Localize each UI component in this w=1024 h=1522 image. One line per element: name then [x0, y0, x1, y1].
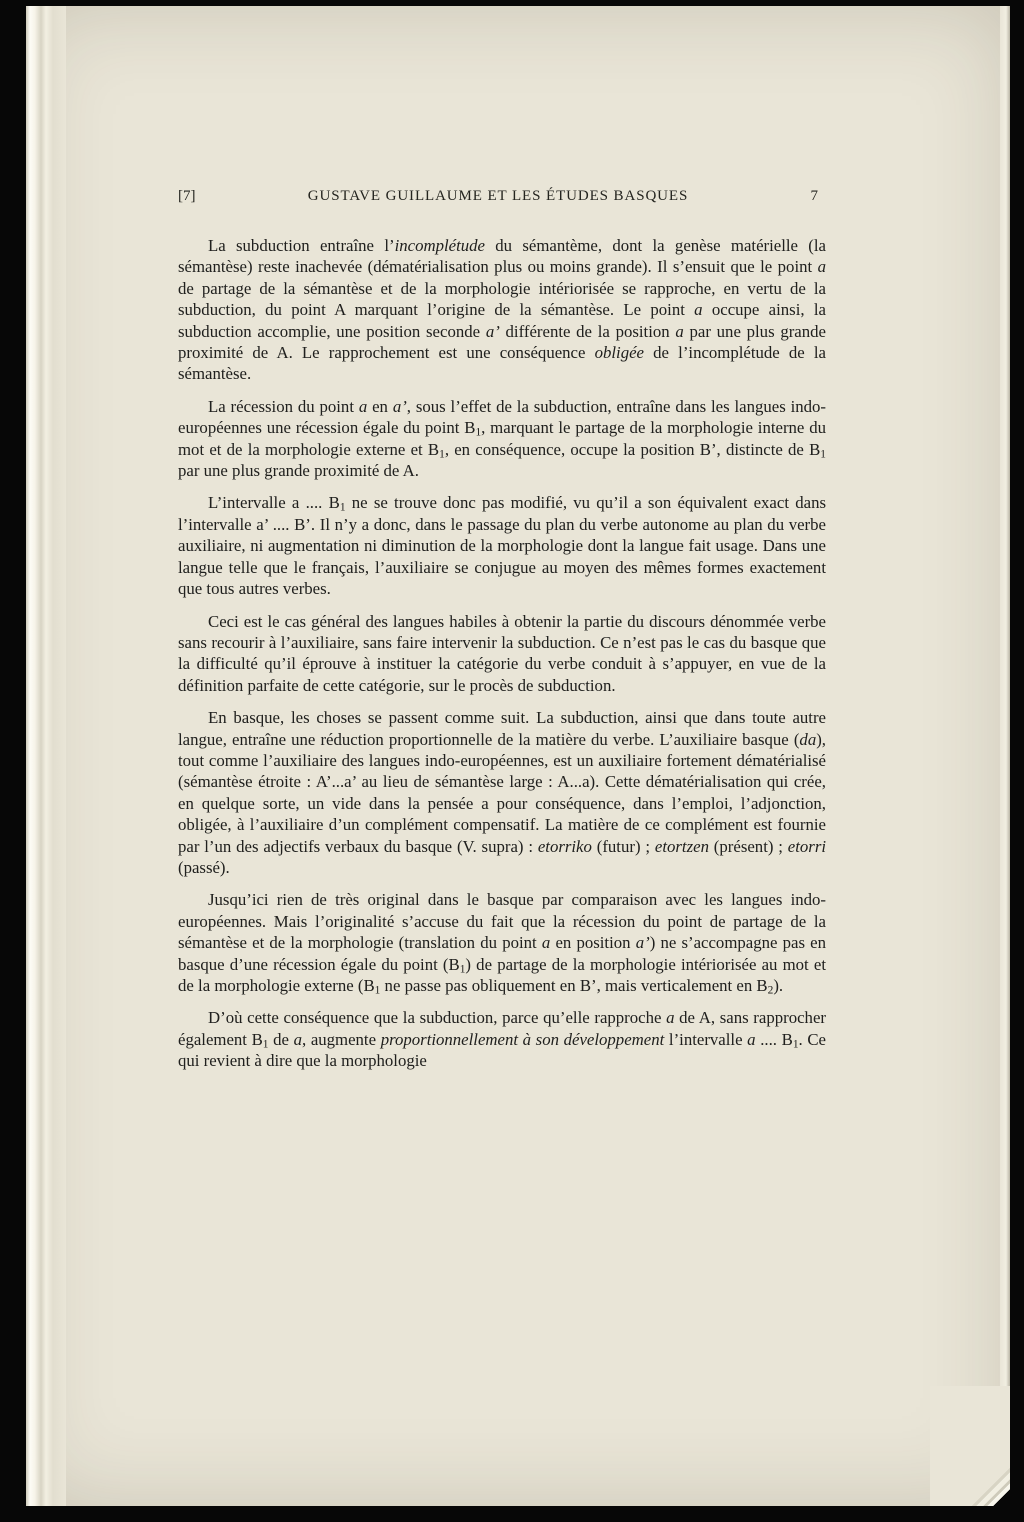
paragraph: Jusqu’ici rien de très original dans le basque par comparaison avec les langues indo-européennes. Mais l’originalité s’accuse du fait que la récession du point de partage de la sémantèse et de la morphologie (translation du point a en position a’) ne s’accompagne pas en basque d’une récession égale du point $(B_1)$ de partage de la morphologie intériorisée au mot et de la morphologie externe ($B_1$ ne passe pas obliquement en B’, mais verticalement en $B_2$).	[178, 890, 826, 997]
folio-bracket-number: [7]	[178, 188, 196, 204]
book-page	[26, 6, 1010, 1506]
page-edge-left	[26, 6, 66, 1506]
paragraph: En basque, les choses se passent comme suit. La subduction, ainsi que dans toute autre langue, entraîne une réduction proportionnelle de la matière du verbe. L’auxiliaire basque (da), tout comme l’auxiliaire des langues indo-européennes, est un auxiliaire fortement dématérialisé (sémantèse étroite : A’...a’ au lieu de sémantèse large : A...a). Cette dématérialisation qui crée, en quelque sorte, un vide dans la pensée a pour conséquence, dans l’emploi, l’adjonction, obligée, à l’auxiliaire d’un complément compensatif. La matière de ce complément est fournie par l’un des adjectifs verbaux du basque (V. supra) : etorriko (futur) ; etortzen (présent) ; etorri (passé).	[178, 708, 827, 877]
paragraph: Ceci est le cas général des langues habiles à obtenir la partie du discours dénommée verbe sans recourir à l’auxiliaire, sans faire intervenir la subduction. Ce n’est pas le cas du basque que la difficulté qu’il éprouve à instituer la catégorie du verbe conduit à s’appuyer, en vue de la définition parfaite de cette catégorie, sur le procès de subduction.	[178, 611, 826, 695]
body-text	[178, 235, 826, 1072]
page-content	[178, 188, 826, 1083]
running-header	[178, 188, 826, 205]
paragraph: La récession du point a en a’, sous l’effet de la subduction, entraîne dans les langues indo-européennes une récession égale du point $B_1$, marquant le partage de la morphologie interne du mot et de la morphologie externe et $B_1$, en conséquence, occupe la position B’, distincte de $B_1$ par une plus grande proximité de A.	[178, 396, 827, 481]
paragraph: D’où cette conséquence que la subduction, parce qu’elle rapproche a de A, sans rapprocher également $B_1$ de a, augmente proportionnellement à son développement l’intervalle a .... $B_1$. Ce qui revient à dire que la morphologie	[178, 1008, 826, 1071]
page-corner-stack	[930, 1386, 1010, 1506]
page-number: 7	[810, 188, 818, 204]
running-title: GUSTAVE GUILLAUME ET LES ÉTUDES BASQUES	[307, 188, 689, 204]
page-edge-right	[1000, 6, 1010, 1506]
paragraph: L’intervalle a .... $B_1$ ne se trouve donc pas modifié, vu qu’il a son équivalent exact dans l’intervalle a’ .... B’. Il n’y a donc, dans le passage du plan du verbe autonome au plan du verbe auxiliaire, ni augmentation ni diminution de la morphologie dont la langue fait usage. Dans une langue telle que le français, l’auxiliaire se conjugue au moyen des mêmes formes exactement que tous autres verbes.	[178, 493, 826, 599]
paragraph: La subduction entraîne l’incomplétude du sémantème, dont la genèse matérielle (la sémantèse) reste inachevée (dématérialisation plus ou moins grande). Il s’ensuit que le point a de partage de la sémantèse et de la morphologie intériorisée se rapproche, en vertu de la subduction, du point A marquant l’origine de la sémantèse. Le point a occupe ainsi, la subduction accomplie, une position seconde a’ différente de la position a par une plus grande proximité de A. Le rapprochement est une conséquence obligée de l’incomplétude de la sémantèse.	[178, 236, 826, 384]
